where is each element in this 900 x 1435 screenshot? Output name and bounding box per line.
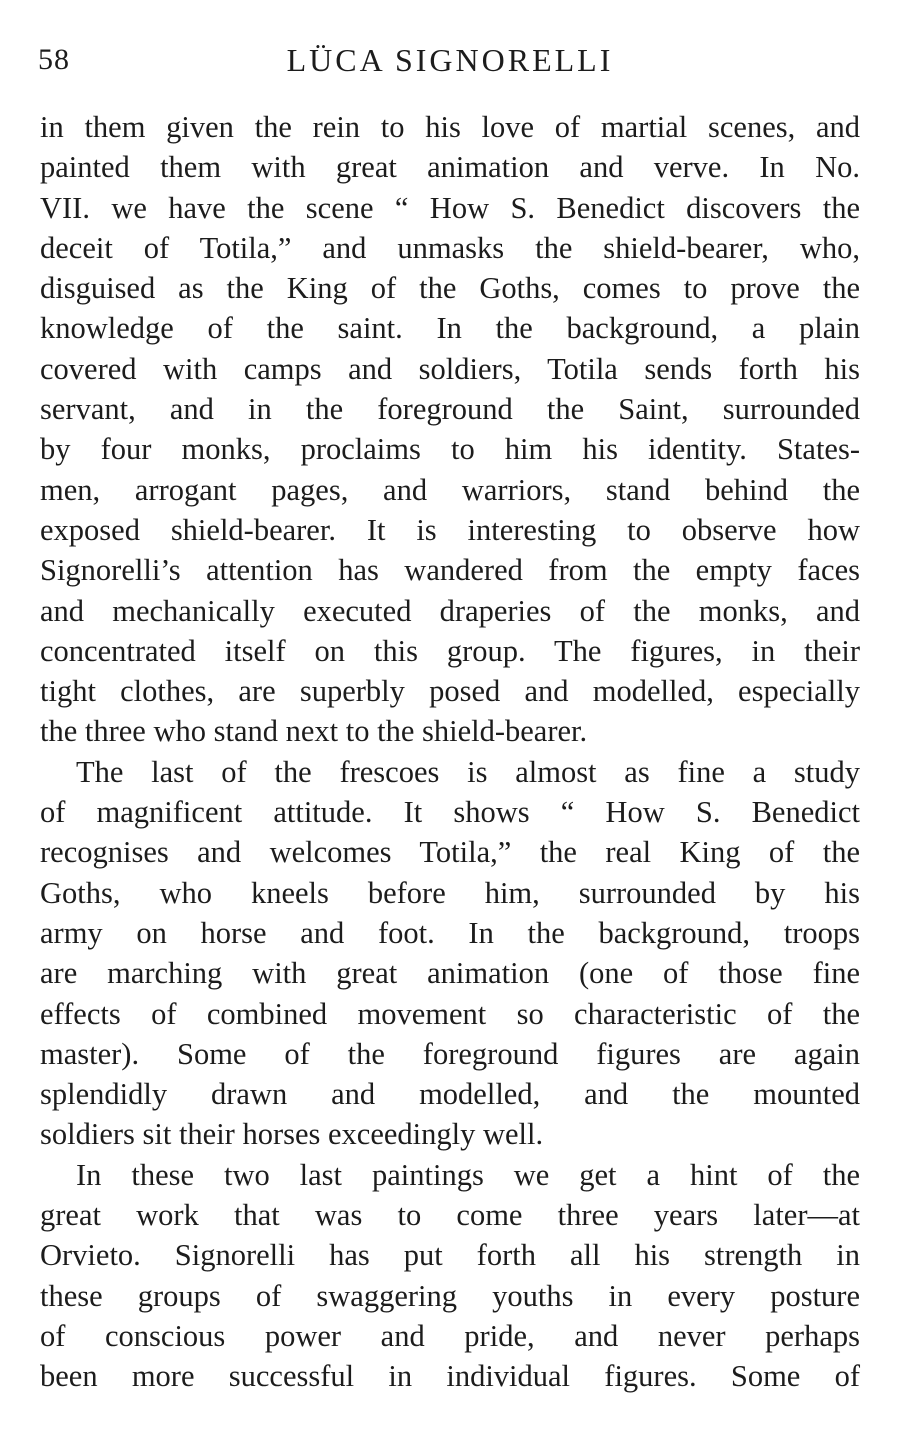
page-number: 58 <box>38 43 70 76</box>
text-line: Signorelli’s attention has wandered from the empty faces <box>40 553 860 588</box>
text-line: In these two last paintings we get a hint of the <box>76 1157 860 1192</box>
text-line: deceit of Totila,” and unmasks the shield-bearer, who, <box>40 230 860 265</box>
text-line: the three who stand next to the shield-bearer. <box>40 714 588 749</box>
text-line: been more successful in individual figures. Some of <box>40 1359 860 1394</box>
text-line: and mechanically executed draperies of the monks, and <box>40 593 860 628</box>
text-line: are marching with great animation (one of those fine <box>40 956 860 991</box>
text-line: in them given the rein to his love of martial scenes, and <box>40 110 860 144</box>
text-line: VII. we have the scene “ How S. Benedict discovers the <box>40 190 860 225</box>
text-line: painted them with great animation and verve. In No. <box>40 150 860 185</box>
text-line: of conscious power and pride, and never perhaps <box>40 1318 860 1353</box>
text-line: master). Some of the foreground figures are again <box>40 1036 860 1071</box>
text-line: recognises and welcomes Totila,” the real King of the <box>40 835 860 870</box>
text-line: servant, and in the foreground the Saint, surrounded <box>40 392 860 427</box>
paragraph-3 <box>40 1155 860 1397</box>
text-line: knowledge of the saint. In the background, a plain <box>40 311 860 346</box>
body-text <box>40 107 860 1397</box>
text-line: Orvieto. Signorelli has put forth all his strength in <box>40 1238 860 1273</box>
text-line: concentrated itself on this group. The figures, in their <box>40 633 860 668</box>
paragraph-2 <box>40 752 860 1155</box>
text-line: splendidly drawn and modelled, and the mounted <box>40 1077 860 1112</box>
running-title: LÜCA SIGNORELLI <box>286 42 614 78</box>
paragraph-1 <box>40 107 860 752</box>
text-line: tight clothes, are superbly posed and modelled, especially <box>40 674 860 709</box>
text-line: great work that was to come three years later—at <box>40 1198 860 1233</box>
text-line: Goths, who kneels before him, surrounded by his <box>40 875 860 910</box>
text-line: army on horse and foot. In the background, troops <box>40 915 860 950</box>
text-line: exposed shield-bearer. It is interesting to observe how <box>40 512 860 547</box>
text-line: disguised as the King of the Goths, comes to prove the <box>40 271 860 306</box>
text-line: covered with camps and soldiers, Totila sends forth his <box>40 351 860 386</box>
text-line: men, arrogant pages, and warriors, stand behind the <box>40 472 860 507</box>
text-line: soldiers sit their horses exceedingly well. <box>40 1117 544 1152</box>
text-line: The last of the frescoes is almost as fine a study <box>76 754 860 789</box>
text-line: of magnificent attitude. It shows “ How S. Benedict <box>40 795 860 830</box>
text-line: these groups of swaggering youths in every posture <box>40 1278 860 1313</box>
text-line: effects of combined movement so characteristic of the <box>40 996 860 1031</box>
text-line: by four monks, proclaims to him his identity. States- <box>40 432 860 467</box>
